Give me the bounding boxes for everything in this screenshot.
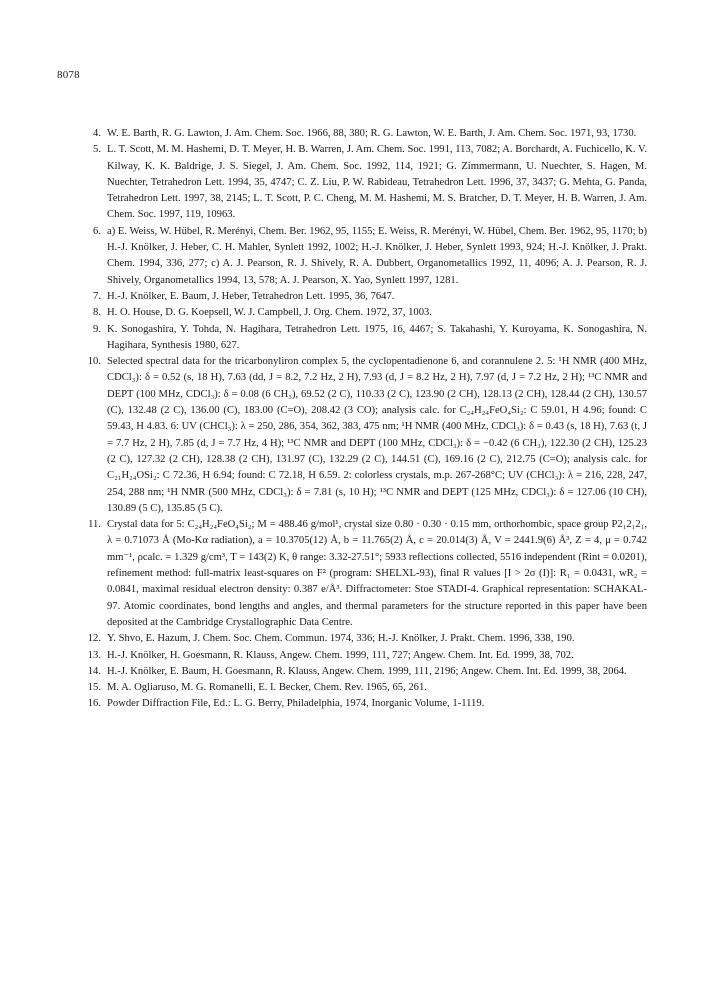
reference-item <box>81 680 647 696</box>
reference-text: H. O. House, D. G. Koepsell, W. J. Campbell, J. Org. Chem. 1972, 37, 1003. <box>107 307 432 319</box>
page-number: 8078 <box>57 69 80 81</box>
reference-text: K. Sonogashira, Y. Tohda, N. Hagihara, Tetrahedron Lett. 1975, 16, 4467; S. Takahashi, Y. Kuroyama, K. Sonogashira, N. Hagihara, Synthesis 1980, 627. <box>107 323 647 351</box>
reference-text: Y. Shvo, E. Hazum, J. Chem. Soc. Chem. Commun. 1974, 336; H.-J. Knölker, J. Prakt. Chem. 1996, 338, 190. <box>107 633 575 645</box>
reference-item <box>81 126 647 142</box>
reference-item <box>81 696 647 712</box>
reference-item <box>81 354 647 517</box>
reference-list <box>81 126 647 713</box>
reference-item <box>81 322 647 355</box>
reference-text: Crystal data for 5: C₂₄H₂₄FeO₄Si₂; M = 488.46 g/mol¹, crystal size 0.80 · 0.30 · 0.15 mm, orthorhombic, space group P2₁2₁2₁, λ = 0.71073 Å (Mo-Kα radiation), a = 10.3705(12) Å, b = 11.765(2) Å, c = 20.014(3) Å, V = 2441.9(6) Å³, Z = 4, μ = 0.742 mm⁻¹, ρcalc. = 1.329 g/cm³, T = 143(2) K, θ range: 3.32-27.51°; 5933 reflections collected, 5516 independent (Rint = 0.0201), refinement method: full-matrix least-squares on F² (program: SHELXL-93), final R values [I > 2σ (I)]: R₁ = 0.0431, wR₂ = 0.0841, maximal residual electron density: 0.387 e/Å³. Diffractometer: Stoe STADI-4. Graphical representation: SCHAKAL-97. Atomic coordinates, bond lengths and angles, and thermal parameters for the structure reported in this paper have been deposited at the Cambridge Crystallographic Data Centre. <box>107 519 647 628</box>
reference-text: H.-J. Knölker, E. Baum, J. Heber, Tetrahedron Lett. 1995, 36, 7647. <box>107 290 395 302</box>
reference-number: 8. <box>93 307 101 319</box>
reference-number: 9. <box>93 323 101 335</box>
reference-item <box>81 664 647 680</box>
reference-number: 15. <box>87 682 101 694</box>
reference-number: 6. <box>93 225 101 237</box>
reference-number: 11. <box>88 519 101 531</box>
reference-item <box>81 648 647 664</box>
reference-item <box>81 631 647 647</box>
reference-item <box>81 224 647 289</box>
reference-item <box>81 305 647 321</box>
reference-text: W. E. Barth, R. G. Lawton, J. Am. Chem. Soc. 1966, 88, 380; R. G. Lawton, W. E. Barth, J. Am. Chem. Soc. 1971, 93, 1730. <box>107 128 637 139</box>
reference-text: M. A. Ogliaruso, M. G. Romanelli, E. I. Becker, Chem. Rev. 1965, 65, 261. <box>107 682 427 694</box>
reference-number: 4. <box>93 128 101 139</box>
reference-number: 7. <box>93 290 101 302</box>
reference-number: 5. <box>93 144 101 156</box>
reference-text: H.-J. Knölker, E. Baum, H. Goesmann, R. Klauss, Angew. Chem. 1999, 111, 2196; Angew. Chem. Int. Ed. 1999, 38, 2064. <box>107 665 627 677</box>
reference-item <box>81 517 647 631</box>
reference-number: 16. <box>87 698 101 710</box>
reference-number: 14. <box>87 665 101 677</box>
reference-text: Powder Diffraction File, Ed.: L. G. Berry, Philadelphia, 1974, Inorganic Volume, 1-1119. <box>107 698 485 710</box>
reference-item <box>81 142 647 223</box>
reference-number: 12. <box>87 633 101 645</box>
reference-item <box>81 289 647 305</box>
reference-number: 10. <box>87 356 101 368</box>
reference-text: Selected spectral data for the tricarbonyliron complex 5, the cyclopentadienone 6, and corannulene 2. 5: ¹H NMR (400 MHz, CDCl₃): δ = 0.52 (s, 18 H), 7.63 (dd, J = 8.2, 7.2 Hz, 2 H), 7.93 (d, J = 8.2 Hz, 2 H), 7.97 (d, J = 7.2 Hz, 2 H); ¹³C NMR and DEPT (100 MHz, CDCl₃): δ = 0.08 (6 CH₃), 69.52 (2 C), 110.33 (2 C), 123.90 (2 CH), 128.13 (2 CH), 128.44 (2 CH), 130.57 (C), 132.48 (2 C), 136.00 (C), 183.00 (C=O), 208.42 (3 CO); analysis calc. for C₂₄H₂₄FeO₄Si₂: C 59.01, H 4.96; found: C 59.43, H 4.83. 6: UV (CHCl₃): λ = 250, 286, 354, 362, 383, 475 nm; ¹H NMR (400 MHz, CDCl₃): δ = 0.43 (s, 18 H), 7.63 (t, J = 7.7 Hz, 2 H), 7.85 (d, J = 7.7 Hz, 4 H); ¹³C NMR and DEPT (100 MHz, CDCl₃): δ = −0.42 (6 CH₃), 122.30 (2 CH), 125.23 (2 C), 127.32 (2 CH), 128.38 (2 CH), 131.97 (C), 132.29 (2 C), 144.51 (C), 169.16 (2 C), 212.75 (C=O); analysis calc. for C₂₁H₂₄OSi₂: C 72.36, H 6.94; found: C 72.18, H 6.59. 2: colorless crystals, m.p. 267-268°C; UV (CHCl₃): λ = 216, 228, 247, 254, 288 nm; ¹H NMR (500 MHz, CDCl₃): δ = 7.81 (s, 10 H); ¹³C NMR and DEPT (125 MHz, CDCl₃): δ = 127.06 (10 CH), 130.89 (5 C), 135.85 (5 C). <box>107 356 647 514</box>
reference-text: H.-J. Knölker, H. Goesmann, R. Klauss, Angew. Chem. 1999, 111, 727; Angew. Chem. Int. Ed. 1999, 38, 702. <box>107 649 574 661</box>
reference-text: a) E. Weiss, W. Hübel, R. Merényi, Chem. Ber. 1962, 95, 1155; E. Weiss, R. Merényi, W. Hübel, Chem. Ber. 1962, 95, 1170; b) H.-J. Knölker, J. Heber, C. H. Mahler, Synlett 1992, 1002; H.-J. Knölker, J. Heber, Synlett 1993, 924; H.-J. Knölker, J. Prakt. Chem. 1994, 336, 277; c) A. J. Pearson, R. J. Shively, R. A. Dubbert, Organometallics 1992, 11, 4096; A. J. Pearson, R. J. Shively, Organometallics 1994, 13, 578; A. J. Pearson, X. Yao, Synlett 1997, 1281. <box>107 225 648 286</box>
reference-number: 13. <box>87 649 101 661</box>
reference-text: L. T. Scott, M. M. Hashemi, D. T. Meyer, H. B. Warren, J. Am. Chem. Soc. 1991, 113, 7082; A. Borchardt, A. Fuchicello, K. V. Kilway, K. K. Baldrige, J. S. Siegel, J. Am. Chem. Soc. 1992, 114, 1921; G. Zimmermann, U. Nuechter, S. Hagen, M. Nuechter, Tetrahedron Lett. 1994, 35, 4747; C. Z. Liu, P. W. Rabideau, Tetrahedron Lett. 1996, 37, 3437; G. Mehta, G. Panda, Tetrahedron Lett. 1997, 38, 2145; L. T. Scott, P. C. Cheng, M. M. Hashemi, M. S. Bratcher, D. T. Meyer, H. B. Warren, J. Am. Chem. Soc. 1997, 119, 10963. <box>107 144 647 221</box>
